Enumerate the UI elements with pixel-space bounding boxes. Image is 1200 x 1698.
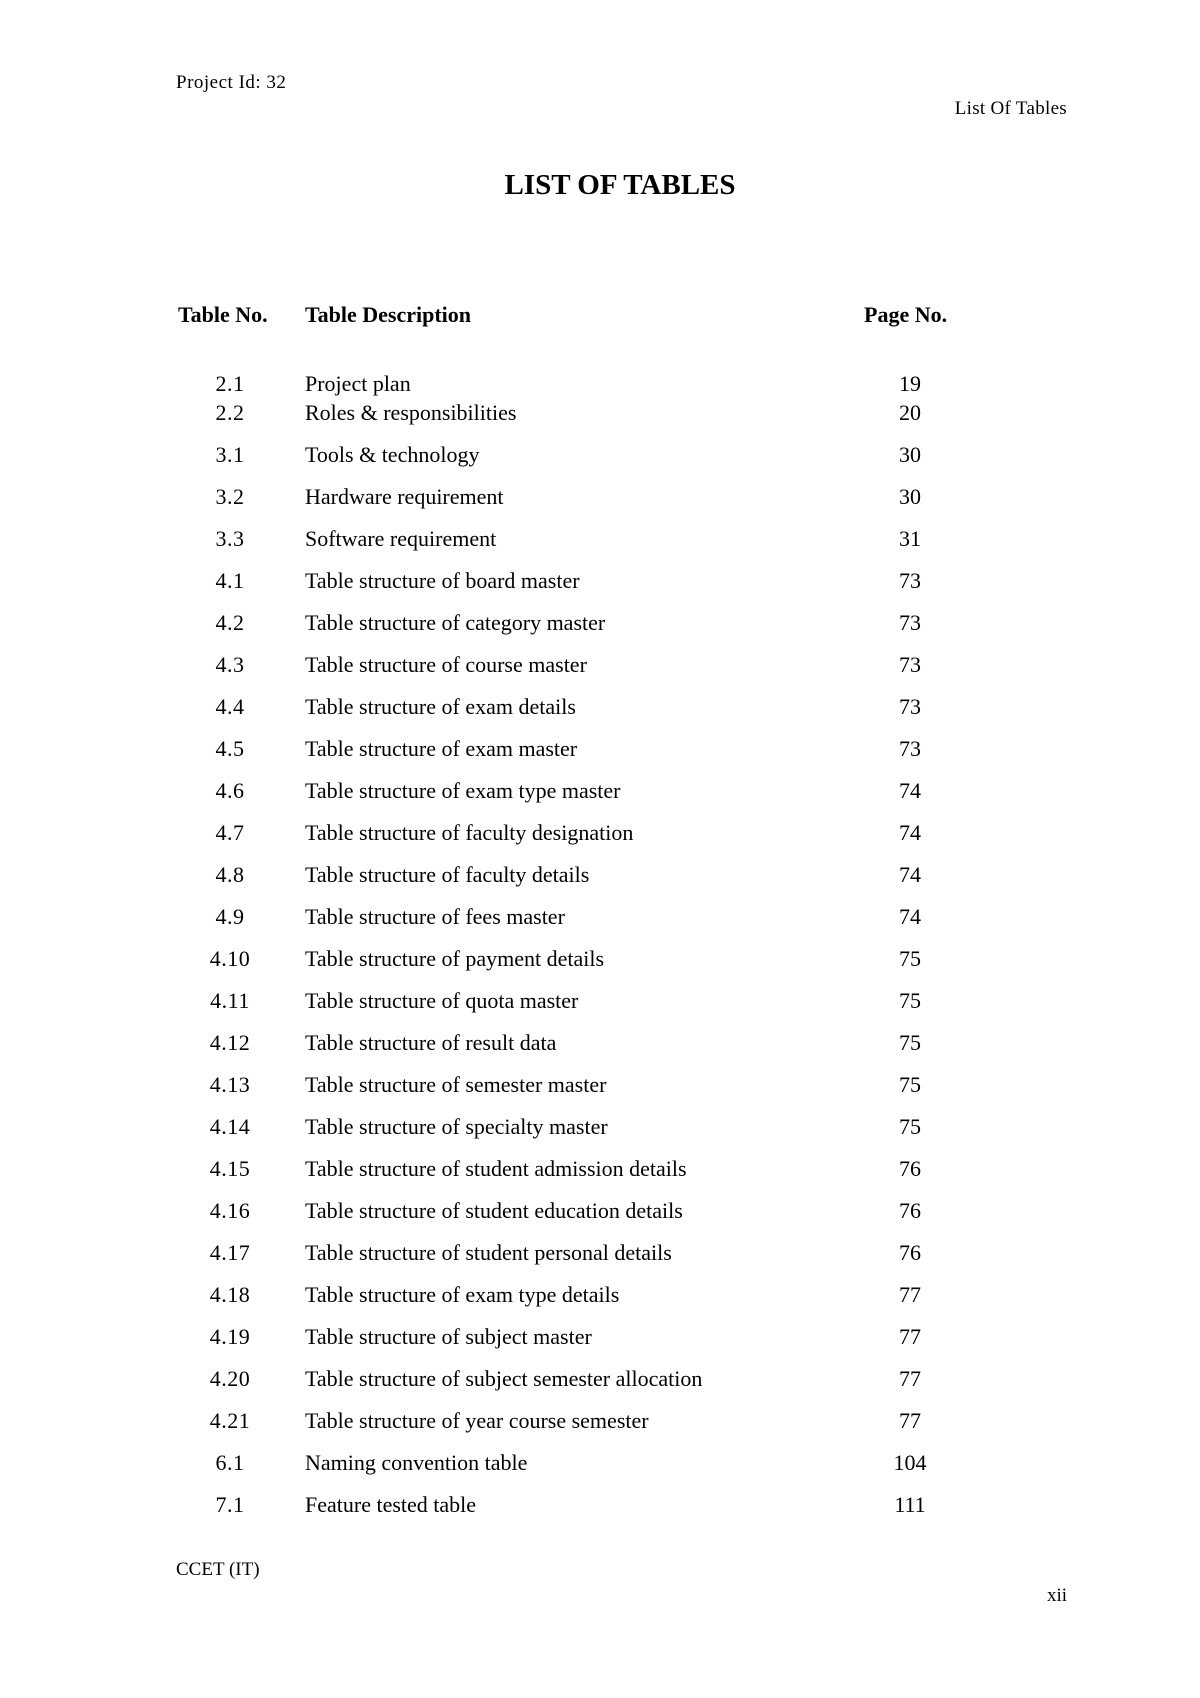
table-number: 4.15 xyxy=(209,1156,251,1181)
table-description: Software requirement xyxy=(305,526,497,551)
table-description: Table structure of exam type master xyxy=(305,778,621,803)
table-description: Table structure of student personal details xyxy=(305,1240,672,1265)
table-description: Roles & responsibilities xyxy=(305,400,517,425)
table-row xyxy=(0,1449,1200,1491)
column-header-description: Table Description xyxy=(305,302,472,327)
table-number: 4.7 xyxy=(215,820,245,845)
table-row xyxy=(0,1281,1200,1323)
table-row xyxy=(0,1491,1200,1533)
page-number: 73 xyxy=(899,694,921,719)
table-description: Table structure of subject master xyxy=(305,1324,592,1349)
table-number: 4.16 xyxy=(209,1198,251,1223)
table-row xyxy=(0,1407,1200,1449)
column-header-table-no: Table No. xyxy=(178,302,268,327)
table-row xyxy=(0,735,1200,777)
page-number: 77 xyxy=(899,1282,921,1307)
page-number: 75 xyxy=(899,946,921,971)
table-description: Table structure of fees master xyxy=(305,904,565,929)
table-list xyxy=(0,370,1200,1533)
table-number: 3.3 xyxy=(215,526,245,551)
page-number: 75 xyxy=(899,1114,921,1139)
table-description: Table structure of student education details xyxy=(305,1198,683,1223)
page-number: 75 xyxy=(899,1072,921,1097)
table-row xyxy=(0,483,1200,525)
page-number: 77 xyxy=(899,1408,921,1433)
table-row xyxy=(0,609,1200,651)
table-number: 4.6 xyxy=(215,778,245,803)
table-row xyxy=(0,1155,1200,1197)
table-number: 4.13 xyxy=(209,1072,251,1097)
page-number: 104 xyxy=(893,1450,927,1475)
table-description: Table structure of payment details xyxy=(305,946,605,971)
table-number: 4.11 xyxy=(210,988,250,1013)
page-number: 73 xyxy=(899,652,921,677)
header-section-title: List Of Tables xyxy=(954,98,1067,119)
table-number: 4.19 xyxy=(209,1324,251,1349)
table-row xyxy=(0,1029,1200,1071)
table-number: 4.12 xyxy=(209,1030,251,1055)
table-row xyxy=(0,861,1200,903)
table-row xyxy=(0,1113,1200,1155)
table-row xyxy=(0,777,1200,819)
table-row xyxy=(0,525,1200,567)
table-number: 4.3 xyxy=(215,652,245,677)
page-number: 73 xyxy=(899,736,921,761)
table-description: Hardware requirement xyxy=(305,484,504,509)
page-number: 74 xyxy=(899,862,921,887)
page-number: 76 xyxy=(899,1198,921,1223)
table-number: 6.1 xyxy=(215,1450,245,1475)
table-number: 4.20 xyxy=(209,1366,251,1391)
page-number: 75 xyxy=(899,988,921,1013)
page-number: 77 xyxy=(899,1324,921,1349)
page-number: 74 xyxy=(899,820,921,845)
table-number: 4.17 xyxy=(209,1240,251,1265)
table-description: Naming convention table xyxy=(305,1450,528,1475)
table-row xyxy=(0,1365,1200,1407)
table-row xyxy=(0,693,1200,735)
table-row xyxy=(0,1323,1200,1365)
page-number: 76 xyxy=(899,1156,921,1181)
page-number: 111 xyxy=(894,1492,926,1517)
page-number: 30 xyxy=(899,484,921,509)
table-number: 4.8 xyxy=(215,862,245,887)
table-number: 4.18 xyxy=(209,1282,251,1307)
page-number: 75 xyxy=(899,1030,921,1055)
page-number: 20 xyxy=(899,400,921,425)
table-row xyxy=(0,370,1200,399)
table-number: 4.1 xyxy=(215,568,245,593)
table-number: 7.1 xyxy=(215,1492,245,1517)
table-number: 2.2 xyxy=(215,400,245,425)
table-number: 4.14 xyxy=(209,1114,251,1139)
table-row xyxy=(0,1197,1200,1239)
page-number: 31 xyxy=(899,526,921,551)
footer-page-number: xii xyxy=(1046,1585,1067,1606)
page-number: 19 xyxy=(899,371,921,396)
table-row xyxy=(0,441,1200,483)
page-number: 76 xyxy=(899,1240,921,1265)
table-description: Table structure of faculty designation xyxy=(305,820,634,845)
table-row xyxy=(0,567,1200,609)
table-description: Table structure of quota master xyxy=(305,988,579,1013)
table-number: 4.4 xyxy=(215,694,245,719)
table-description: Project plan xyxy=(305,371,411,396)
table-description: Table structure of board master xyxy=(305,568,580,593)
table-description: Table structure of exam type details xyxy=(305,1282,620,1307)
table-number: 4.9 xyxy=(215,904,245,929)
table-description: Table structure of category master xyxy=(305,610,606,635)
table-number: 2.1 xyxy=(215,371,245,396)
table-row xyxy=(0,903,1200,945)
table-description: Table structure of year course semester xyxy=(305,1408,649,1433)
table-row xyxy=(0,399,1200,441)
table-number: 3.2 xyxy=(215,484,245,509)
page-title: LIST OF TABLES xyxy=(504,169,736,202)
table-description: Table structure of semester master xyxy=(305,1072,607,1097)
page-number: 74 xyxy=(899,904,921,929)
table-description: Table structure of exam details xyxy=(305,694,576,719)
table-row xyxy=(0,1071,1200,1113)
table-description: Table structure of faculty details xyxy=(305,862,590,887)
table-description: Table structure of student admission details xyxy=(305,1156,687,1181)
table-description: Feature tested table xyxy=(305,1492,477,1517)
footer-institute: CCET (IT) xyxy=(176,1559,260,1580)
table-description: Table structure of course master xyxy=(305,652,587,677)
table-description: Table structure of subject semester allocation xyxy=(305,1366,703,1391)
table-description: Table structure of specialty master xyxy=(305,1114,608,1139)
table-row xyxy=(0,1239,1200,1281)
table-description: Tools & technology xyxy=(305,442,480,467)
column-header-page-no: Page No. xyxy=(864,302,948,327)
page-number: 73 xyxy=(899,568,921,593)
page-number: 74 xyxy=(899,778,921,803)
table-description: Table structure of result data xyxy=(305,1030,557,1055)
header-project-id: Project Id: 32 xyxy=(176,72,287,93)
table-row xyxy=(0,987,1200,1029)
table-row xyxy=(0,945,1200,987)
table-number: 4.5 xyxy=(215,736,245,761)
table-description: Table structure of exam master xyxy=(305,736,578,761)
page-number: 77 xyxy=(899,1366,921,1391)
table-row xyxy=(0,819,1200,861)
page-number: 73 xyxy=(899,610,921,635)
table-number: 4.10 xyxy=(209,946,251,971)
table-number: 4.2 xyxy=(215,610,245,635)
table-number: 3.1 xyxy=(215,442,245,467)
page-number: 30 xyxy=(899,442,921,467)
table-number: 4.21 xyxy=(209,1408,251,1433)
table-row xyxy=(0,651,1200,693)
